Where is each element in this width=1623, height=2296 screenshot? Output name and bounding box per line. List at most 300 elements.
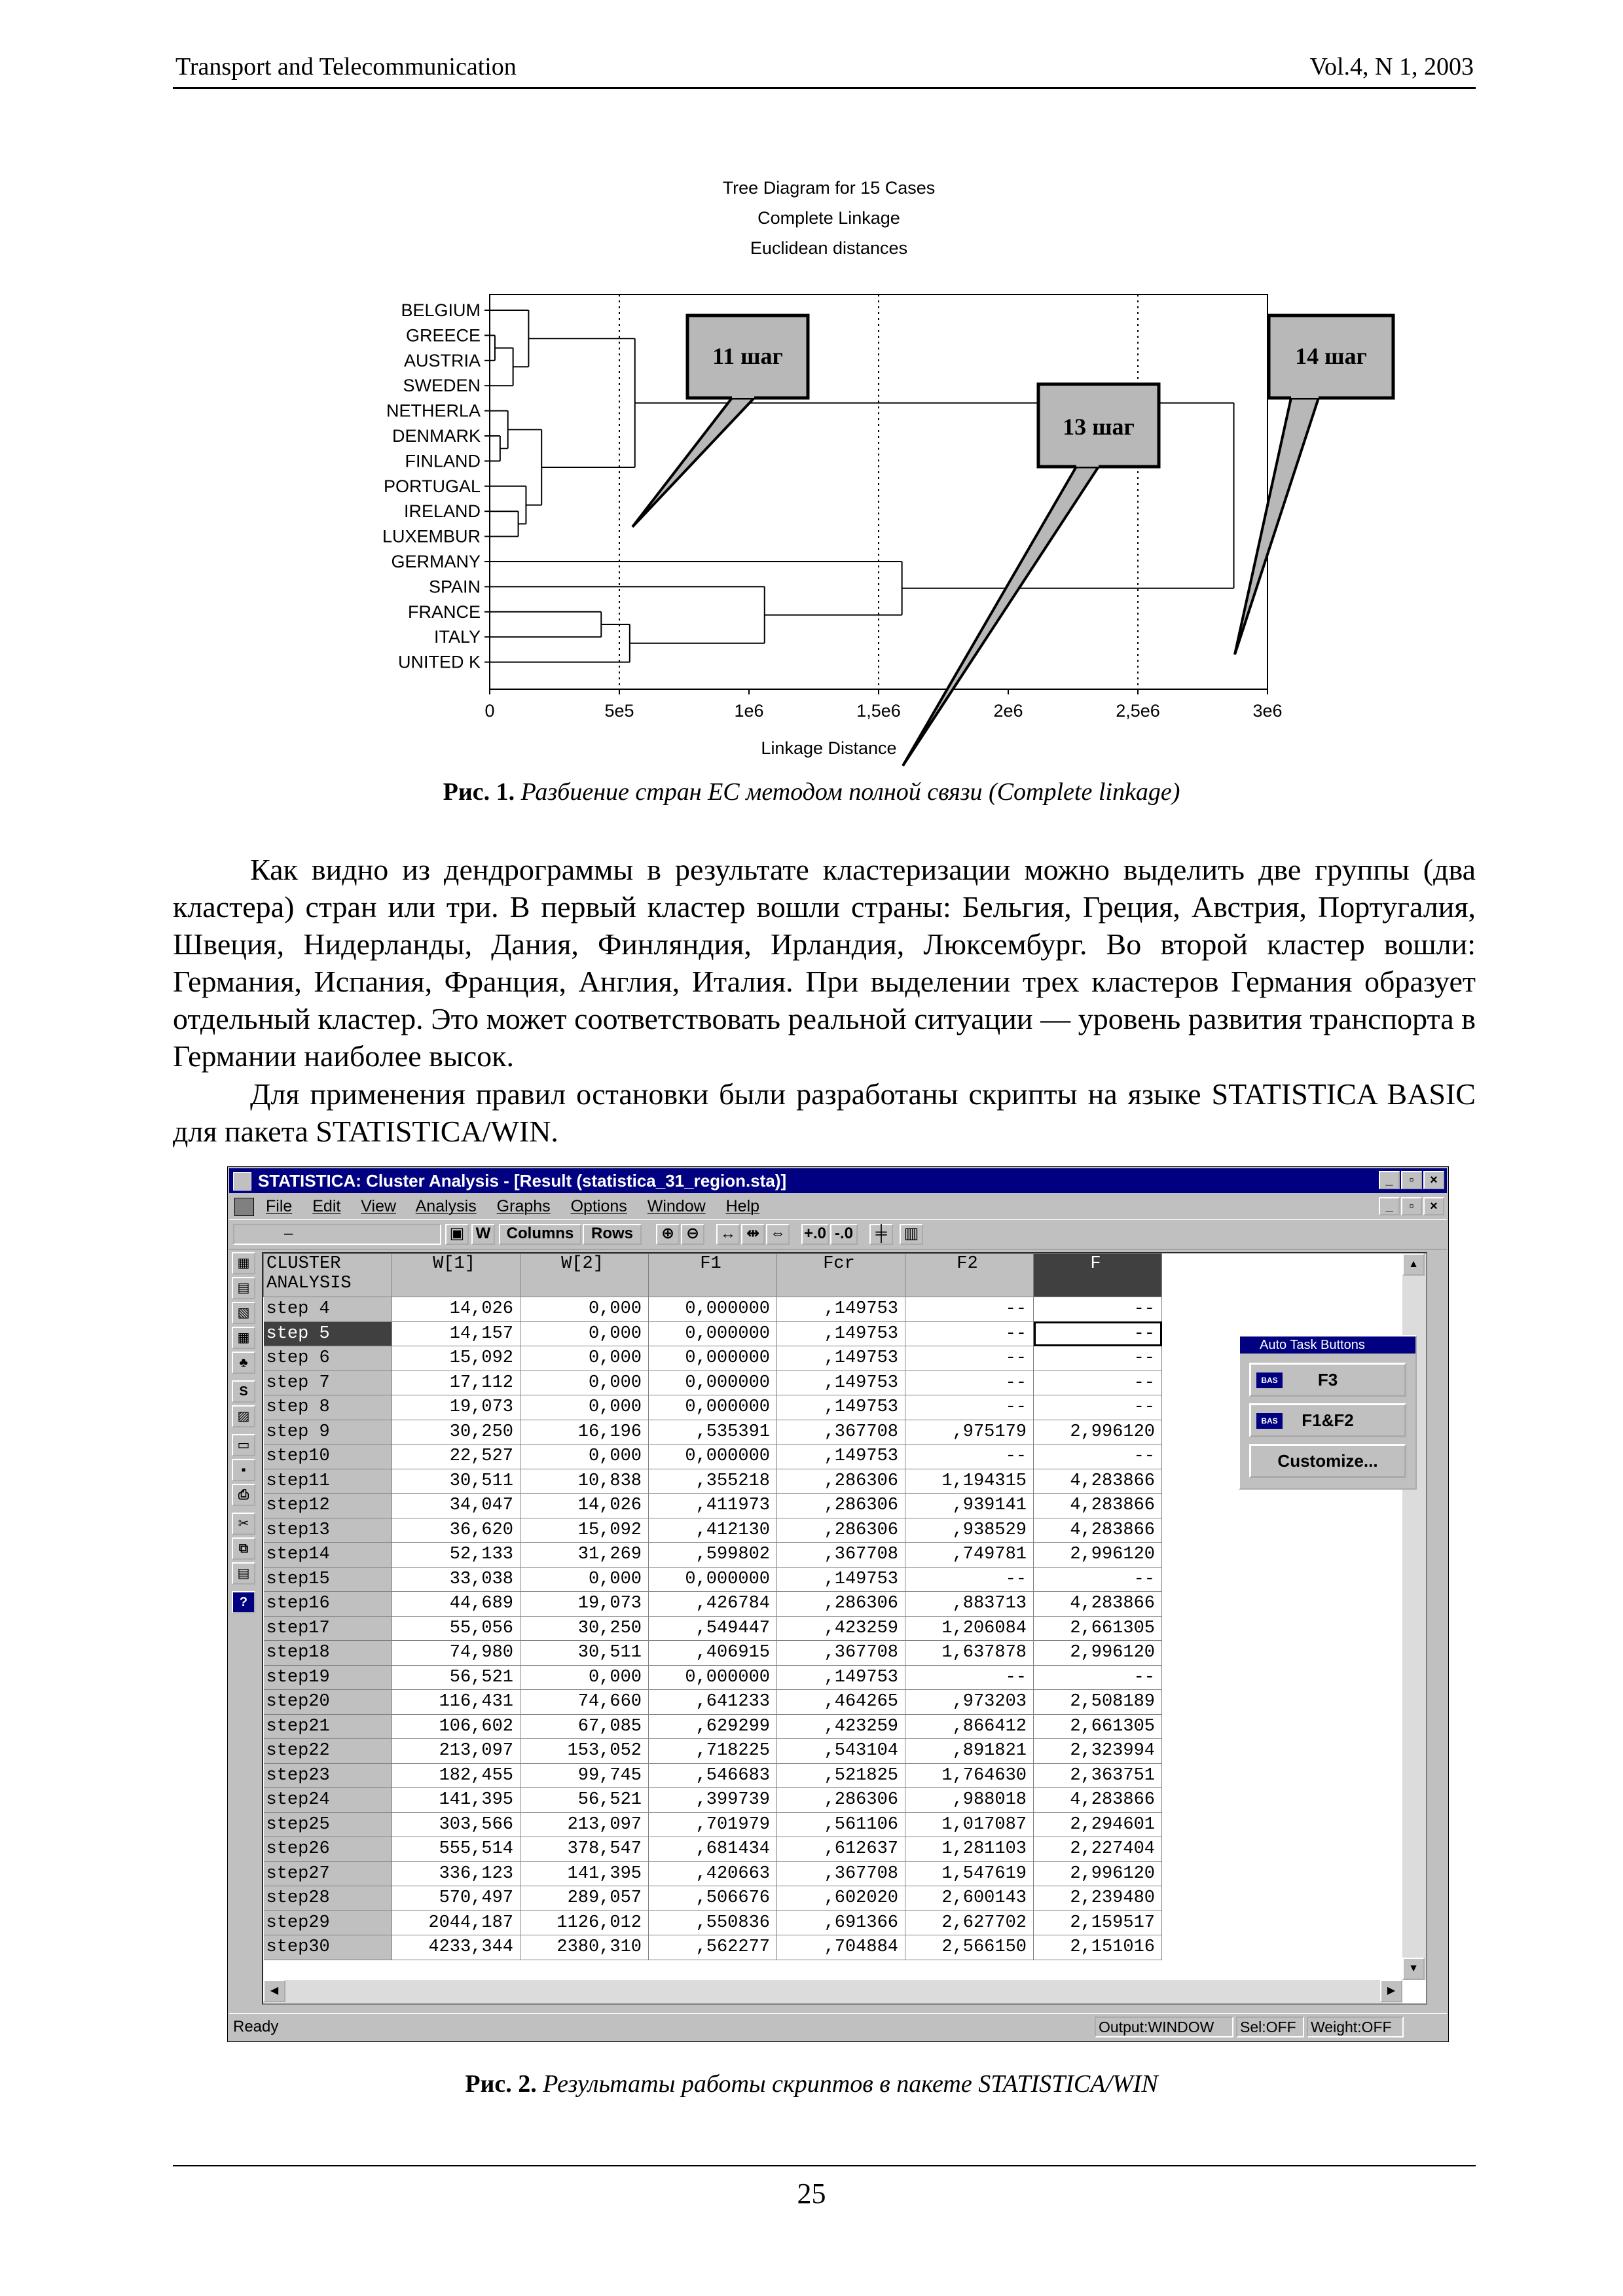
- word-icon[interactable]: W: [471, 1224, 495, 1245]
- table-cell[interactable]: 2,996120: [1034, 1543, 1162, 1568]
- table-cell[interactable]: ,629299: [649, 1714, 777, 1739]
- table-row[interactable]: [264, 1371, 1162, 1395]
- scroll-left-icon[interactable]: ◀: [263, 1980, 285, 2002]
- table-row[interactable]: [264, 1886, 1162, 1911]
- table-row[interactable]: [264, 1690, 1162, 1715]
- table-cell[interactable]: 74,660: [520, 1690, 649, 1715]
- row-header[interactable]: step12: [264, 1494, 392, 1518]
- doc-minimize-button[interactable]: _: [1379, 1197, 1400, 1215]
- menu-view[interactable]: View: [361, 1197, 397, 1215]
- table-cell[interactable]: 0,000: [520, 1395, 649, 1420]
- row-header[interactable]: step23: [264, 1763, 392, 1788]
- table-cell[interactable]: 0,000: [520, 1567, 649, 1592]
- table-cell[interactable]: 0,000000: [649, 1567, 777, 1592]
- toolbar: [229, 1219, 1447, 1249]
- stats-icon[interactable]: ▤: [232, 1277, 255, 1299]
- add-decimals-icon[interactable]: +.0: [801, 1224, 829, 1245]
- table-row[interactable]: [264, 1763, 1162, 1788]
- table-cell[interactable]: 0,000000: [649, 1321, 777, 1346]
- leaf-label: SPAIN: [428, 577, 481, 597]
- table-cell[interactable]: 16,196: [520, 1420, 649, 1444]
- table-cell[interactable]: --: [1034, 1567, 1162, 1592]
- spreadsheet-icon[interactable]: ▦: [232, 1327, 255, 1349]
- table-cell[interactable]: ,988018: [905, 1788, 1034, 1813]
- table-cell[interactable]: 2,996120: [1034, 1861, 1162, 1886]
- row-header[interactable]: step18: [264, 1641, 392, 1666]
- table-row[interactable]: [264, 1346, 1162, 1371]
- row-header[interactable]: step15: [264, 1567, 392, 1592]
- table-cell[interactable]: 2,323994: [1034, 1739, 1162, 1764]
- table-row[interactable]: [264, 1812, 1162, 1837]
- scroll-right-icon[interactable]: ▶: [1380, 1980, 1402, 2002]
- row-header[interactable]: step13: [264, 1518, 392, 1543]
- table-cell[interactable]: ,286306: [777, 1469, 905, 1494]
- table-cell[interactable]: ,691366: [777, 1910, 905, 1935]
- print-icon[interactable]: ⎙: [232, 1484, 255, 1506]
- column-header[interactable]: F2: [905, 1254, 1034, 1297]
- table-row[interactable]: [264, 1837, 1162, 1862]
- table-cell[interactable]: 116,431: [392, 1690, 520, 1715]
- table-cell[interactable]: 1,206084: [905, 1616, 1034, 1641]
- f3-button[interactable]: BAS F3: [1249, 1363, 1406, 1397]
- table-row[interactable]: [264, 1910, 1162, 1935]
- window-titlebar[interactable]: [229, 1168, 1447, 1193]
- table-cell[interactable]: 213,097: [392, 1739, 520, 1764]
- zoom-in-icon[interactable]: ⊕: [656, 1224, 680, 1245]
- table-cell[interactable]: --: [905, 1371, 1034, 1395]
- callout-joint: [732, 395, 754, 398]
- table-cell[interactable]: ,973203: [905, 1690, 1034, 1715]
- table-cell[interactable]: 141,395: [520, 1861, 649, 1886]
- table-row[interactable]: [264, 1469, 1162, 1494]
- x-tick-label: 1,5e6: [856, 701, 901, 721]
- widen-column-icon[interactable]: ↔: [716, 1224, 740, 1245]
- table-row[interactable]: [264, 1861, 1162, 1886]
- table-cell[interactable]: 44,689: [392, 1592, 520, 1617]
- table-cell[interactable]: ,149753: [777, 1395, 905, 1420]
- table-cell[interactable]: 378,547: [520, 1837, 649, 1862]
- table-cell[interactable]: 2,159517: [1034, 1910, 1162, 1935]
- table-cell[interactable]: 106,602: [392, 1714, 520, 1739]
- table-cell[interactable]: ,286306: [777, 1518, 905, 1543]
- table-cell[interactable]: --: [905, 1346, 1034, 1371]
- table-row[interactable]: [264, 1518, 1162, 1543]
- table-row[interactable]: [264, 1395, 1162, 1420]
- table-cell[interactable]: 0,000000: [649, 1346, 777, 1371]
- table-cell[interactable]: ,975179: [905, 1420, 1034, 1444]
- row-header[interactable]: step26: [264, 1837, 392, 1862]
- table-cell[interactable]: 74,980: [392, 1641, 520, 1666]
- menu-window[interactable]: Window: [647, 1197, 706, 1215]
- table-cell[interactable]: ,426784: [649, 1592, 777, 1617]
- table-cell[interactable]: --: [1034, 1346, 1162, 1371]
- chart-icon[interactable]: ▦: [232, 1252, 255, 1274]
- window-title: STATISTICA: Cluster Analysis - [Result (statistica_31_region.sta)]: [258, 1171, 787, 1191]
- row-header[interactable]: step 4: [264, 1297, 392, 1322]
- menu-file[interactable]: File: [266, 1197, 293, 1215]
- table-cell[interactable]: 31,269: [520, 1543, 649, 1568]
- column-header[interactable]: F1: [649, 1254, 777, 1297]
- table-cell[interactable]: ,423259: [777, 1714, 905, 1739]
- graph-gallery-icon[interactable]: ▧: [232, 1302, 255, 1324]
- table-cell[interactable]: 0,000000: [649, 1444, 777, 1469]
- table-cell[interactable]: ,412130: [649, 1518, 777, 1543]
- table-cell[interactable]: 570,497: [392, 1886, 520, 1911]
- copy-icon[interactable]: ▣: [445, 1224, 469, 1245]
- row-header[interactable]: step 5: [264, 1321, 392, 1346]
- column-header-selected[interactable]: F: [1034, 1254, 1162, 1297]
- figure-1-caption: [0, 778, 1623, 806]
- table-cell[interactable]: 1126,012: [520, 1910, 649, 1935]
- open-icon[interactable]: ▭: [232, 1434, 255, 1456]
- table-cell[interactable]: 4,283866: [1034, 1469, 1162, 1494]
- table-cell[interactable]: --: [1034, 1297, 1162, 1322]
- scroll-up-icon[interactable]: ▲: [1402, 1253, 1425, 1276]
- table-row[interactable]: [264, 1494, 1162, 1518]
- zoom-out-icon[interactable]: ⊖: [681, 1224, 704, 1245]
- table-cell[interactable]: ,562277: [649, 1935, 777, 1960]
- table-cell[interactable]: ,399739: [649, 1788, 777, 1813]
- maximize-button[interactable]: ▫: [1401, 1171, 1422, 1189]
- table-cell[interactable]: 4233,344: [392, 1935, 520, 1960]
- table-cell[interactable]: 14,026: [392, 1297, 520, 1322]
- table-cell[interactable]: 0,000: [520, 1444, 649, 1469]
- table-cell[interactable]: 182,455: [392, 1763, 520, 1788]
- table-cell[interactable]: 0,000000: [649, 1395, 777, 1420]
- row-header[interactable]: step30: [264, 1935, 392, 1960]
- table-cell[interactable]: ,549447: [649, 1616, 777, 1641]
- customize-button[interactable]: Customize...: [1249, 1444, 1406, 1478]
- table-cell[interactable]: 36,620: [392, 1518, 520, 1543]
- table-cell[interactable]: 2,508189: [1034, 1690, 1162, 1715]
- table-cell[interactable]: 2044,187: [392, 1910, 520, 1935]
- narrow-column-icon[interactable]: ⇹: [741, 1224, 765, 1245]
- status-output: Output:WINDOW: [1095, 2017, 1233, 2037]
- table-cell[interactable]: ,681434: [649, 1837, 777, 1862]
- table-cell[interactable]: 30,250: [520, 1616, 649, 1641]
- table-cell[interactable]: 2,600143: [905, 1886, 1034, 1911]
- table-row[interactable]: [264, 1567, 1162, 1592]
- table-cell[interactable]: 2,294601: [1034, 1812, 1162, 1837]
- table-cell[interactable]: --: [1034, 1371, 1162, 1395]
- row-header[interactable]: step17: [264, 1616, 392, 1641]
- table-cell[interactable]: ,599802: [649, 1543, 777, 1568]
- table-cell[interactable]: 15,092: [520, 1518, 649, 1543]
- table-cell[interactable]: ,866412: [905, 1714, 1034, 1739]
- fit-column-icon[interactable]: ⇔: [766, 1224, 790, 1245]
- table-cell[interactable]: ,149753: [777, 1321, 905, 1346]
- journal-title: Transport and Telecommunication: [175, 53, 517, 81]
- table-cell[interactable]: 4,283866: [1034, 1518, 1162, 1543]
- table-cell[interactable]: --: [905, 1665, 1034, 1690]
- table-cell[interactable]: ,543104: [777, 1739, 905, 1764]
- row-header[interactable]: step21: [264, 1714, 392, 1739]
- callout-joint: [1291, 395, 1319, 398]
- paragraph-2: Для применения правил остановки были разработаны скрипты на языке STATISTICA BASIC для пакета STATISTICA/WIN.: [173, 1077, 1476, 1148]
- row-header[interactable]: step 7: [264, 1371, 392, 1395]
- table-row[interactable]: [264, 1739, 1162, 1764]
- table-cell[interactable]: 2,227404: [1034, 1837, 1162, 1862]
- table-cell[interactable]: 0,000000: [649, 1665, 777, 1690]
- table-cell[interactable]: ,891821: [905, 1739, 1034, 1764]
- table-cell[interactable]: 2,566150: [905, 1935, 1034, 1960]
- table-cell[interactable]: ,550836: [649, 1910, 777, 1935]
- chart-subtitle: Complete Linkage: [757, 208, 900, 228]
- save-icon[interactable]: ▪: [232, 1459, 255, 1481]
- table-cell[interactable]: --: [905, 1395, 1034, 1420]
- table-cell[interactable]: 303,566: [392, 1812, 520, 1837]
- table-cell[interactable]: 56,521: [520, 1788, 649, 1813]
- row-header[interactable]: step20: [264, 1690, 392, 1715]
- table-cell[interactable]: 1,637878: [905, 1641, 1034, 1666]
- table-cell[interactable]: 55,056: [392, 1616, 520, 1641]
- cut-icon[interactable]: ✂: [232, 1513, 255, 1535]
- table-cell[interactable]: 2,363751: [1034, 1763, 1162, 1788]
- f1f2-button[interactable]: BAS F1&F2: [1249, 1403, 1406, 1437]
- column-header[interactable]: W[1]: [392, 1254, 520, 1297]
- table-cell[interactable]: ,939141: [905, 1494, 1034, 1518]
- page-number: 25: [797, 2178, 826, 2210]
- table-cell[interactable]: ,149753: [777, 1297, 905, 1322]
- row-header[interactable]: step24: [264, 1788, 392, 1813]
- menu-analysis[interactable]: Analysis: [415, 1197, 477, 1215]
- table-cell[interactable]: 2,661305: [1034, 1616, 1162, 1641]
- table-cell[interactable]: 2,661305: [1034, 1714, 1162, 1739]
- table-cell[interactable]: ,602020: [777, 1886, 905, 1911]
- table-cell[interactable]: 30,250: [392, 1420, 520, 1444]
- table-cell[interactable]: 0,000: [520, 1371, 649, 1395]
- doc-close-button[interactable]: ×: [1423, 1197, 1444, 1215]
- table-cell[interactable]: 1,194315: [905, 1469, 1034, 1494]
- table-cell[interactable]: ,411973: [649, 1494, 777, 1518]
- table-cell[interactable]: --: [1034, 1444, 1162, 1469]
- table-cell[interactable]: --: [1034, 1395, 1162, 1420]
- table-cell[interactable]: ,521825: [777, 1763, 905, 1788]
- menu-options[interactable]: Options: [570, 1197, 627, 1215]
- row-header[interactable]: step11: [264, 1469, 392, 1494]
- table-cell[interactable]: 15,092: [392, 1346, 520, 1371]
- row-header[interactable]: step22: [264, 1739, 392, 1764]
- table-cell[interactable]: ,464265: [777, 1690, 905, 1715]
- table-cell[interactable]: ,367708: [777, 1861, 905, 1886]
- table-cell[interactable]: 2380,310: [520, 1935, 649, 1960]
- table-cell[interactable]: 10,838: [520, 1469, 649, 1494]
- header-rule: [173, 87, 1476, 89]
- table-cell[interactable]: ,286306: [777, 1788, 905, 1813]
- table-row[interactable]: [264, 1641, 1162, 1666]
- app-icon[interactable]: [233, 1172, 251, 1191]
- status-weight: Weight:OFF: [1307, 2017, 1404, 2037]
- table-cell[interactable]: ,149753: [777, 1346, 905, 1371]
- table-cell[interactable]: --: [1034, 1665, 1162, 1690]
- table-cell[interactable]: ,612637: [777, 1837, 905, 1862]
- table-cell[interactable]: ,367708: [777, 1641, 905, 1666]
- column-header[interactable]: W[2]: [520, 1254, 649, 1297]
- row-header[interactable]: step14: [264, 1543, 392, 1568]
- menu-edit[interactable]: Edit: [312, 1197, 341, 1215]
- leaf-label: GREECE: [405, 325, 481, 346]
- minimize-button[interactable]: _: [1379, 1171, 1400, 1189]
- variable-combo[interactable]: –: [233, 1224, 441, 1245]
- table-cell[interactable]: ,506676: [649, 1886, 777, 1911]
- row-header[interactable]: step19: [264, 1665, 392, 1690]
- cluster-icon[interactable]: ♣: [232, 1352, 255, 1374]
- table-cell[interactable]: 99,745: [520, 1763, 649, 1788]
- row-header[interactable]: step28: [264, 1886, 392, 1911]
- table-cell[interactable]: 33,038: [392, 1567, 520, 1592]
- table-cell[interactable]: 2,627702: [905, 1910, 1034, 1935]
- document-icon[interactable]: [234, 1198, 254, 1216]
- table-cell[interactable]: 4,283866: [1034, 1592, 1162, 1617]
- paste-icon[interactable]: ▤: [232, 1562, 255, 1585]
- row-header[interactable]: step25: [264, 1812, 392, 1837]
- table-cell[interactable]: 289,057: [520, 1886, 649, 1911]
- horizontal-scrollbar[interactable]: [263, 1980, 1402, 2003]
- table-cell[interactable]: 19,073: [520, 1592, 649, 1617]
- table-cell[interactable]: ,367708: [777, 1543, 905, 1568]
- table-cell[interactable]: 1,281103: [905, 1837, 1034, 1862]
- table-row[interactable]: [264, 1420, 1162, 1444]
- table-cell[interactable]: ,149753: [777, 1444, 905, 1469]
- table-cell[interactable]: --: [905, 1297, 1034, 1322]
- row-header[interactable]: step10: [264, 1444, 392, 1469]
- menu-help[interactable]: Help: [725, 1197, 760, 1215]
- row-header[interactable]: step16: [264, 1592, 392, 1617]
- table-cell[interactable]: 4,283866: [1034, 1788, 1162, 1813]
- row-header[interactable]: step29: [264, 1910, 392, 1935]
- table-row[interactable]: [264, 1935, 1162, 1960]
- table-cell[interactable]: 336,123: [392, 1861, 520, 1886]
- table-cell[interactable]: ,704884: [777, 1935, 905, 1960]
- menu-bar: [229, 1194, 1447, 1218]
- table-cell[interactable]: ,149753: [777, 1567, 905, 1592]
- table-row[interactable]: [264, 1444, 1162, 1469]
- copy-doc-icon[interactable]: ⧉: [232, 1537, 255, 1560]
- basic-icon: BAS: [1256, 1413, 1283, 1429]
- rows-button[interactable]: Rows: [583, 1224, 642, 1245]
- table-cell[interactable]: ,883713: [905, 1592, 1034, 1617]
- table-cell[interactable]: 2,151016: [1034, 1935, 1162, 1960]
- table-cell[interactable]: ,535391: [649, 1420, 777, 1444]
- table-cell[interactable]: --: [905, 1444, 1034, 1469]
- doc-restore-button[interactable]: ▫: [1401, 1197, 1422, 1215]
- help-icon[interactable]: ?: [232, 1591, 255, 1613]
- table-cell[interactable]: 153,052: [520, 1739, 649, 1764]
- menu-graphs[interactable]: Graphs: [496, 1197, 551, 1215]
- table-cell[interactable]: ,286306: [777, 1592, 905, 1617]
- table-cell[interactable]: ,718225: [649, 1739, 777, 1764]
- leaf-label: LUXEMBUR: [382, 526, 481, 547]
- table-cell[interactable]: ,286306: [777, 1494, 905, 1518]
- table-cell[interactable]: 0,000: [520, 1665, 649, 1690]
- table-cell[interactable]: 56,521: [392, 1665, 520, 1690]
- close-button[interactable]: ×: [1423, 1171, 1444, 1189]
- row-header[interactable]: step27: [264, 1861, 392, 1886]
- row-header[interactable]: step 9: [264, 1420, 392, 1444]
- table-cell[interactable]: 1,017087: [905, 1812, 1034, 1837]
- callout-label: 13 шаг: [1063, 414, 1135, 440]
- table-cell[interactable]: ,423259: [777, 1616, 905, 1641]
- table-cell[interactable]: 34,047: [392, 1494, 520, 1518]
- table-cell[interactable]: ,938529: [905, 1518, 1034, 1543]
- table-cell[interactable]: 1,764630: [905, 1763, 1034, 1788]
- leaf-label: AUSTRIA: [403, 350, 481, 370]
- table-cell[interactable]: 0,000: [520, 1346, 649, 1371]
- table-cell[interactable]: 19,073: [392, 1395, 520, 1420]
- graph-icon[interactable]: ▥: [900, 1224, 923, 1245]
- table-cell[interactable]: 555,514: [392, 1837, 520, 1862]
- script-icon[interactable]: S: [232, 1380, 255, 1403]
- table-cell[interactable]: ,701979: [649, 1812, 777, 1837]
- table-cell[interactable]: 67,085: [520, 1714, 649, 1739]
- leaf-label: BELGIUM: [401, 300, 481, 320]
- macro-icon[interactable]: ▨: [232, 1405, 255, 1427]
- table-cell[interactable]: --: [905, 1567, 1034, 1592]
- table-cell[interactable]: 30,511: [520, 1641, 649, 1666]
- table-cell[interactable]: --: [1034, 1321, 1162, 1346]
- table-row[interactable]: [264, 1297, 1162, 1322]
- table-row[interactable]: [264, 1714, 1162, 1739]
- table-cell[interactable]: 2,239480: [1034, 1886, 1162, 1911]
- table-cell[interactable]: 52,133: [392, 1543, 520, 1568]
- table-row[interactable]: [264, 1321, 1162, 1346]
- remove-decimals-icon[interactable]: -.0: [830, 1224, 858, 1245]
- table-cell[interactable]: ,355218: [649, 1469, 777, 1494]
- table-cell[interactable]: 17,112: [392, 1371, 520, 1395]
- table-row[interactable]: [264, 1543, 1162, 1568]
- table-cell[interactable]: 14,157: [392, 1321, 520, 1346]
- table-cell[interactable]: ,367708: [777, 1420, 905, 1444]
- table-cell[interactable]: 2,996120: [1034, 1420, 1162, 1444]
- table-cell[interactable]: 213,097: [520, 1812, 649, 1837]
- row-header[interactable]: step 6: [264, 1346, 392, 1371]
- chart-subtitle: Euclidean distances: [750, 238, 908, 258]
- table-cell[interactable]: ,561106: [777, 1812, 905, 1837]
- table-cell[interactable]: ,406915: [649, 1641, 777, 1666]
- table-cell[interactable]: ,641233: [649, 1690, 777, 1715]
- table-row[interactable]: [264, 1616, 1162, 1641]
- table-cell[interactable]: 30,511: [392, 1469, 520, 1494]
- callout-label: 11 шаг: [712, 343, 783, 369]
- table-cell[interactable]: 141,395: [392, 1788, 520, 1813]
- table-cell[interactable]: 1,547619: [905, 1861, 1034, 1886]
- leaf-label: ITALY: [433, 627, 481, 647]
- split-icon[interactable]: ╪: [869, 1224, 893, 1245]
- table-cell[interactable]: --: [905, 1321, 1034, 1346]
- leaf-label: UNITED K: [397, 652, 481, 672]
- table-cell[interactable]: ,149753: [777, 1665, 905, 1690]
- table-cell[interactable]: 0,000000: [649, 1371, 777, 1395]
- table-cell[interactable]: 4,283866: [1034, 1494, 1162, 1518]
- table-cell[interactable]: 0,000: [520, 1321, 649, 1346]
- table-row[interactable]: [264, 1592, 1162, 1617]
- scroll-down-icon[interactable]: ▼: [1402, 1958, 1425, 1980]
- table-cell[interactable]: 0,000: [520, 1297, 649, 1322]
- table-cell[interactable]: 22,527: [392, 1444, 520, 1469]
- table-cell[interactable]: 0,000000: [649, 1297, 777, 1322]
- table-cell[interactable]: 14,026: [520, 1494, 649, 1518]
- table-cell[interactable]: ,546683: [649, 1763, 777, 1788]
- table-cell[interactable]: ,420663: [649, 1861, 777, 1886]
- columns-button[interactable]: Columns: [499, 1224, 581, 1245]
- table-cell[interactable]: ,149753: [777, 1371, 905, 1395]
- column-header[interactable]: Fcr: [777, 1254, 905, 1297]
- table-cell[interactable]: ,749781: [905, 1543, 1034, 1568]
- row-header[interactable]: step 8: [264, 1395, 392, 1420]
- table-row[interactable]: [264, 1788, 1162, 1813]
- table-cell[interactable]: 2,996120: [1034, 1641, 1162, 1666]
- table-row[interactable]: [264, 1665, 1162, 1690]
